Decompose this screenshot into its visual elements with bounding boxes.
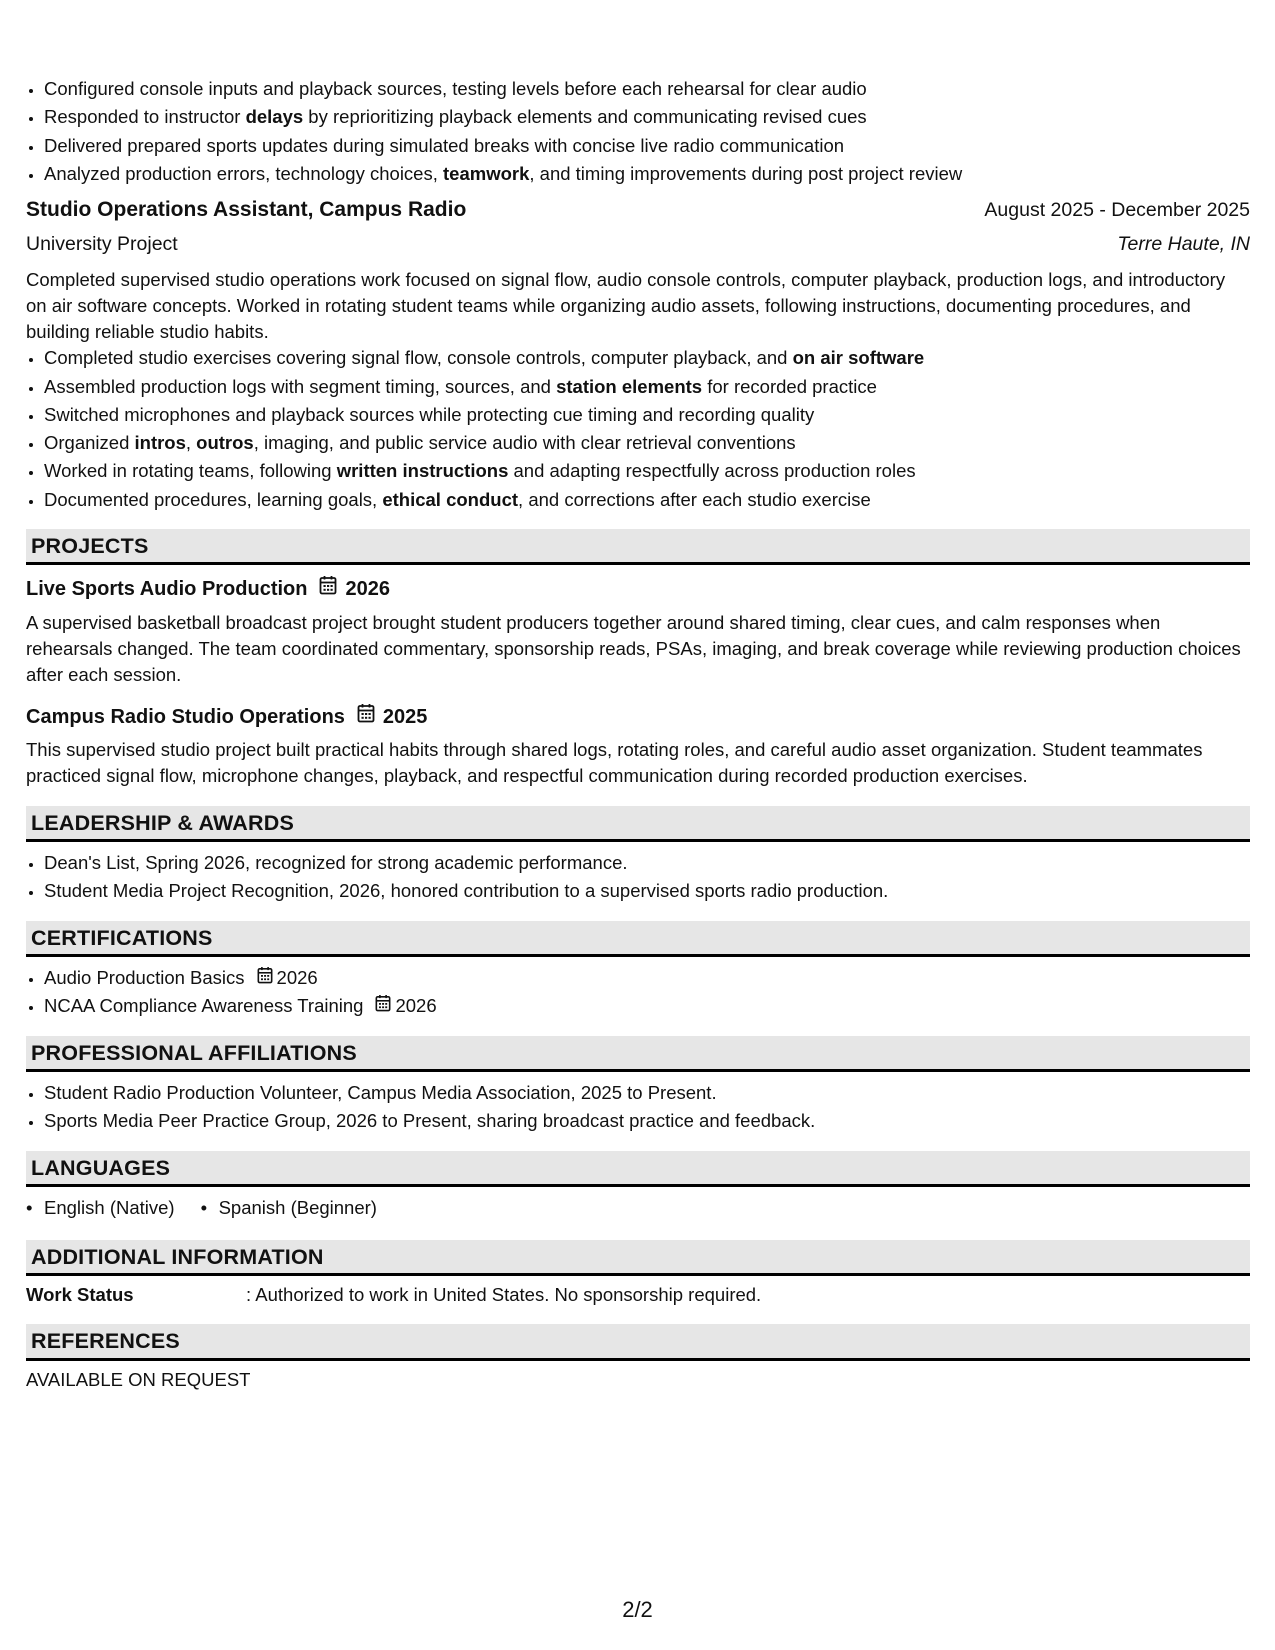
- work-status-label: Work Status: [26, 1284, 134, 1306]
- job-dates: August 2025 - December 2025: [984, 199, 1250, 222]
- work-status-value: : Authorized to work in United States. No sponsorship required.: [246, 1284, 762, 1306]
- certification-item: [44, 965, 1250, 991]
- calendar-icon: [257, 965, 273, 991]
- bullet-item: • Configured console inputs and playback sources, testing levels before each rehearsal for clear audio: [44, 76, 1250, 102]
- project-title: Live Sports Audio Production: [26, 578, 308, 601]
- projects-list: [26, 575, 1250, 789]
- certification-name: • NCAA Compliance Awareness Training: [44, 995, 364, 1017]
- job-summary: Completed supervised studio operations work focused on signal flow, audio console controls, computer playback, production logs, and introductory on air software concepts. Worked in rotating student teams while organizing audio assets, following instructions, documenting procedures, and building reliable studio habits.: [26, 268, 1226, 343]
- project-header: [26, 575, 1250, 603]
- certification-name: • Audio Production Basics: [44, 967, 245, 989]
- language-item: • Spanish (Beginner): [201, 1195, 377, 1221]
- project-header: [26, 703, 1250, 731]
- language-item: • English (Native): [26, 1195, 175, 1221]
- resume-page: [26, 76, 1250, 1393]
- list-item: • Dean's List, Spring 2026, recognized for strong academic performance.: [44, 850, 1250, 876]
- section-header-languages: LANGUAGES: [26, 1151, 1250, 1188]
- project-title: Campus Radio Studio Operations: [26, 705, 345, 728]
- list-item: • Student Media Project Recognition, 2026, honored contribution to a supervised sports radio production.: [44, 878, 1250, 904]
- section-header-affiliations: PROFESSIONAL AFFILIATIONS: [26, 1036, 1250, 1073]
- certification-year: 2026: [276, 967, 318, 989]
- certifications-list: [26, 965, 1250, 1020]
- languages-list: [26, 1195, 1250, 1223]
- section-header-additional: ADDITIONAL INFORMATION: [26, 1240, 1250, 1277]
- section-header-projects: PROJECTS: [26, 529, 1250, 566]
- bullet-item: • Responded to instructor delays by reprioritizing playback elements and communicating revised cues: [44, 104, 1250, 130]
- project-year: 2026: [345, 578, 390, 601]
- affiliations-list: [26, 1080, 1250, 1135]
- job-location: Terre Haute, IN: [1117, 232, 1250, 255]
- bullet-item: • Documented procedures, learning goals, ethical conduct, and corrections after each studio exercise: [44, 487, 1250, 513]
- bullet-item: • Switched microphones and playback sources while protecting cue timing and recording quality: [44, 402, 1250, 428]
- section-header-references: REFERENCES: [26, 1324, 1250, 1361]
- project-description: This supervised studio project built practical habits through shared logs, rotating roles, and careful audio asset organization. Student teammates practiced signal flow, microphone changes, playback, and respectful communication during recorded production exercises.: [26, 739, 1203, 787]
- page-number: 2/2: [622, 1597, 653, 1622]
- list-item: • Sports Media Peer Practice Group, 2026 to Present, sharing broadcast practice and feedback.: [44, 1108, 1250, 1134]
- leadership-list: [26, 850, 1250, 905]
- certification-item: [44, 993, 1250, 1019]
- calendar-icon: [375, 993, 391, 1019]
- calendar-icon: [319, 575, 337, 603]
- job-bullets: [26, 345, 1250, 513]
- job-subheader: [26, 231, 1250, 259]
- project-description: A supervised basketball broadcast project brought student producers together around shared timing, clear cues, and calm responses when rehearsals changed. The team coordinated commentary, sponsorship reads, PSAs, imaging, and break coverage while reviewing production choices after each session.: [26, 611, 1241, 686]
- work-status-row: [26, 1282, 1250, 1308]
- bullet-item: • Assembled production logs with segment timing, sources, and station elements for recorded practice: [44, 374, 1250, 400]
- project-item: [26, 575, 1250, 688]
- bullet-item: • Analyzed production errors, technology choices, teamwork, and timing improvements during post project review: [44, 161, 1250, 187]
- experience-bullets-prev: [26, 76, 1250, 187]
- bullet-item: • Completed studio exercises covering signal flow, console controls, computer playback, and on air software: [44, 345, 1250, 371]
- job-header: [26, 195, 1250, 225]
- bullet-item: • Organized intros, outros, imaging, and public service audio with clear retrieval conventions: [44, 430, 1250, 456]
- bullet-item: • Worked in rotating teams, following written instructions and adapting respectfully across production roles: [44, 458, 1250, 484]
- references-text: AVAILABLE ON REQUEST: [26, 1368, 251, 1390]
- section-header-certifications: CERTIFICATIONS: [26, 921, 1250, 958]
- project-item: [26, 703, 1250, 790]
- project-year: 2025: [382, 705, 428, 728]
- list-item: • Student Radio Production Volunteer, Campus Media Association, 2025 to Present.: [44, 1080, 1250, 1106]
- job-title: Studio Operations Assistant, Campus Radio: [26, 198, 467, 222]
- certification-year: 2026: [395, 995, 437, 1017]
- job-organization: University Project: [26, 232, 178, 255]
- section-header-leadership: LEADERSHIP & AWARDS: [26, 806, 1250, 843]
- bullet-item: • Delivered prepared sports updates during simulated breaks with concise live radio communication: [44, 133, 1250, 159]
- calendar-icon: [357, 703, 375, 731]
